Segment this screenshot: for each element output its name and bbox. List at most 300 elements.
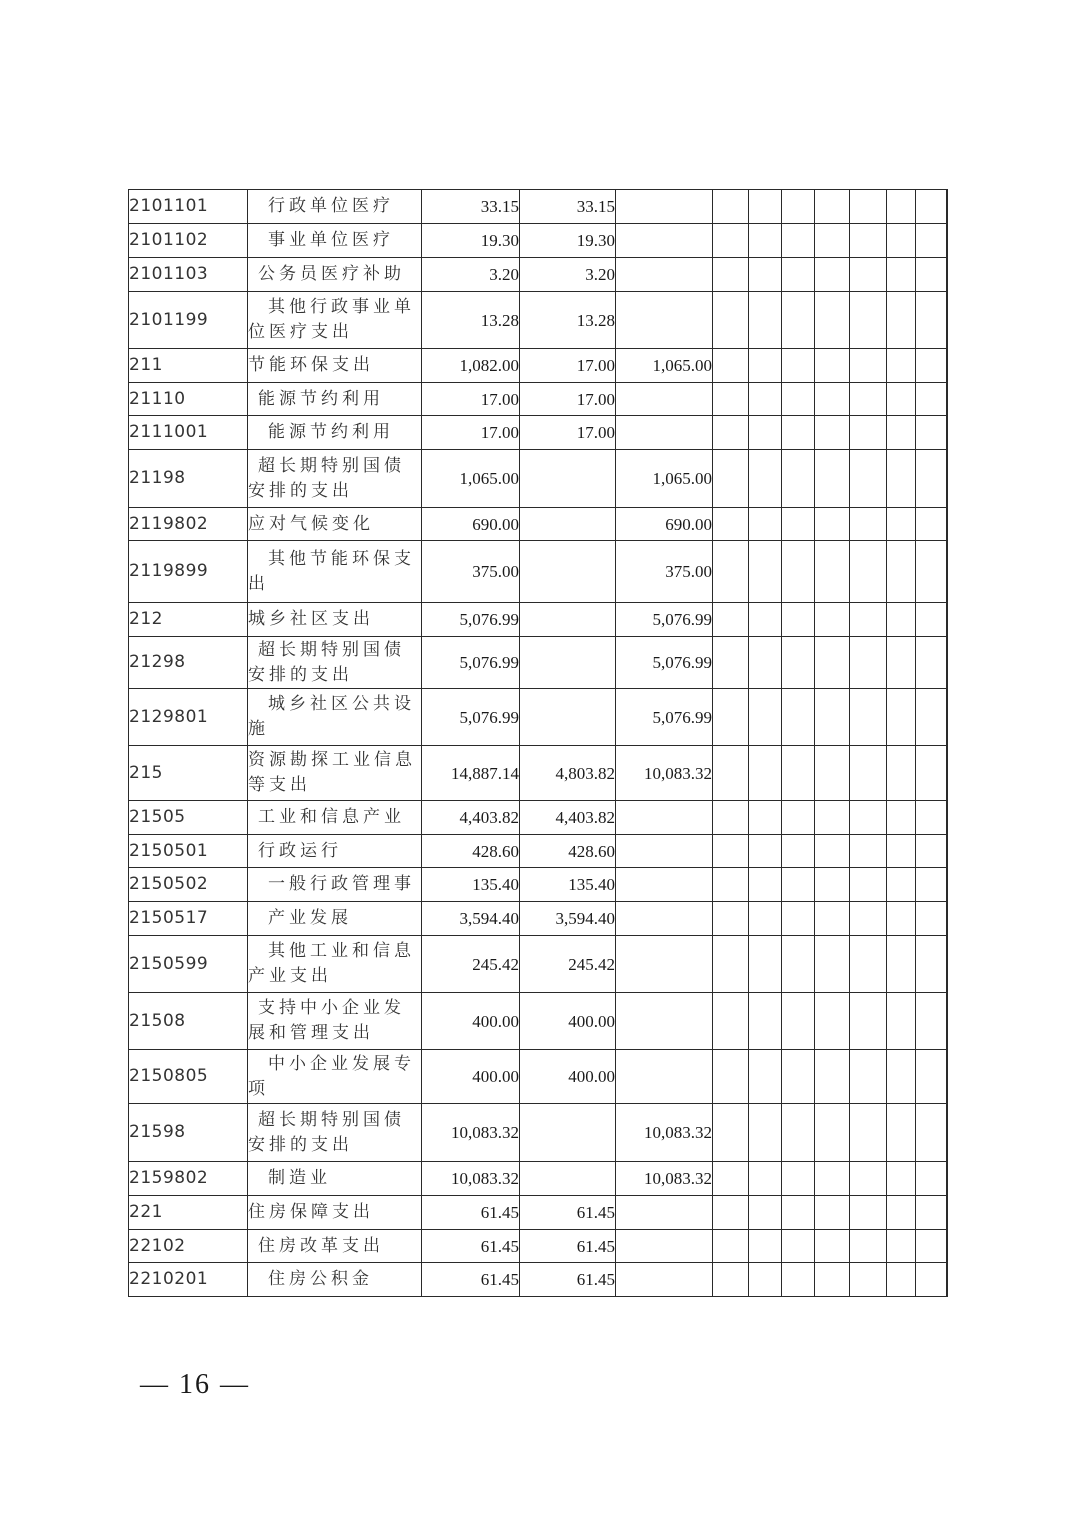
empty-cell <box>947 1162 948 1196</box>
empty-cell <box>749 603 782 637</box>
empty-cell <box>947 190 948 224</box>
empty-cell <box>782 603 815 637</box>
subject-name <box>248 902 422 936</box>
empty-cell <box>850 224 887 258</box>
empty-cell <box>815 835 850 868</box>
subject-code: 21598 <box>129 1104 248 1162</box>
empty-cell <box>947 746 948 801</box>
subject-name <box>248 603 422 637</box>
empty-cell <box>916 1162 947 1196</box>
project-expenditure <box>616 1050 713 1104</box>
empty-cell <box>815 746 850 801</box>
empty-cell <box>916 541 947 603</box>
subject-name <box>248 416 422 450</box>
empty-cell <box>713 902 749 936</box>
empty-cell <box>749 637 782 689</box>
empty-cell <box>713 1050 749 1104</box>
empty-cell <box>815 292 850 349</box>
project-expenditure: 375.00 <box>616 541 713 603</box>
empty-cell <box>916 349 947 383</box>
total-amount: 17.00 <box>422 383 520 416</box>
subject-code: 215 <box>129 746 248 801</box>
table-row <box>129 292 948 349</box>
subject-name-text: 事业单位医疗 <box>268 230 394 250</box>
empty-cell <box>887 902 916 936</box>
empty-cell <box>887 383 916 416</box>
project-expenditure <box>616 801 713 835</box>
basic-expenditure <box>520 689 616 746</box>
total-amount: 61.45 <box>422 1263 520 1297</box>
table-row <box>129 993 948 1050</box>
empty-cell <box>713 416 749 450</box>
empty-cell <box>749 383 782 416</box>
subject-code: 2150599 <box>129 936 248 993</box>
project-expenditure: 690.00 <box>616 508 713 541</box>
subject-name-text: 制造业 <box>268 1168 331 1188</box>
subject-name <box>248 450 422 508</box>
empty-cell <box>713 383 749 416</box>
empty-cell <box>916 689 947 746</box>
total-amount: 4,403.82 <box>422 801 520 835</box>
basic-expenditure: 17.00 <box>520 416 616 450</box>
empty-cell <box>782 190 815 224</box>
empty-cell <box>916 1230 947 1263</box>
empty-cell <box>749 416 782 450</box>
empty-cell <box>782 801 815 835</box>
empty-cell <box>749 1104 782 1162</box>
empty-cell <box>916 416 947 450</box>
empty-cell <box>749 349 782 383</box>
empty-cell <box>815 416 850 450</box>
subject-code: 2101199 <box>129 292 248 349</box>
empty-cell <box>850 258 887 292</box>
empty-cell <box>916 292 947 349</box>
empty-cell <box>887 993 916 1050</box>
subject-name <box>248 508 422 541</box>
empty-cell <box>947 801 948 835</box>
table-row <box>129 1050 948 1104</box>
empty-cell <box>749 1263 782 1297</box>
table-body <box>129 190 948 1297</box>
empty-cell <box>947 541 948 603</box>
table-row <box>129 416 948 450</box>
empty-cell <box>850 349 887 383</box>
basic-expenditure <box>520 450 616 508</box>
empty-cell <box>887 1162 916 1196</box>
subject-name <box>248 689 422 746</box>
empty-cell <box>713 603 749 637</box>
project-expenditure <box>616 258 713 292</box>
empty-cell <box>947 349 948 383</box>
empty-cell <box>815 1050 850 1104</box>
table-row <box>129 835 948 868</box>
empty-cell <box>850 868 887 902</box>
empty-cell <box>850 1263 887 1297</box>
project-expenditure: 5,076.99 <box>616 689 713 746</box>
total-amount: 690.00 <box>422 508 520 541</box>
project-expenditure: 1,065.00 <box>616 349 713 383</box>
empty-cell <box>887 801 916 835</box>
empty-cell <box>916 637 947 689</box>
empty-cell <box>947 689 948 746</box>
empty-cell <box>713 450 749 508</box>
project-expenditure <box>616 902 713 936</box>
empty-cell <box>713 349 749 383</box>
empty-cell <box>749 746 782 801</box>
empty-cell <box>782 902 815 936</box>
subject-code: 21298 <box>129 637 248 689</box>
empty-cell <box>782 1230 815 1263</box>
empty-cell <box>850 1162 887 1196</box>
project-expenditure: 10,083.32 <box>616 746 713 801</box>
subject-name-text: 应对气候变化 <box>248 513 374 534</box>
subject-name-text: 行政运行 <box>258 840 342 861</box>
empty-cell <box>887 508 916 541</box>
empty-cell <box>749 292 782 349</box>
empty-cell <box>850 801 887 835</box>
empty-cell <box>713 508 749 541</box>
empty-cell <box>815 450 850 508</box>
empty-cell <box>749 258 782 292</box>
subject-name-text: 城乡社区支出 <box>248 609 374 629</box>
empty-cell <box>749 224 782 258</box>
empty-cell <box>782 689 815 746</box>
empty-cell <box>947 1263 948 1297</box>
subject-code: 21508 <box>129 993 248 1050</box>
empty-cell <box>815 603 850 637</box>
subject-code: 2101102 <box>129 224 248 258</box>
empty-cell <box>916 383 947 416</box>
empty-cell <box>713 1263 749 1297</box>
empty-cell <box>749 1050 782 1104</box>
basic-expenditure: 61.45 <box>520 1263 616 1297</box>
project-expenditure <box>616 416 713 450</box>
project-expenditure: 1,065.00 <box>616 450 713 508</box>
empty-cell <box>887 349 916 383</box>
subject-code: 221 <box>129 1196 248 1230</box>
empty-cell <box>850 936 887 993</box>
subject-name <box>248 224 422 258</box>
empty-cell <box>713 689 749 746</box>
empty-cell <box>887 1196 916 1230</box>
empty-cell <box>916 1263 947 1297</box>
subject-code: 2150501 <box>129 835 248 868</box>
empty-cell <box>782 508 815 541</box>
basic-expenditure: 428.60 <box>520 835 616 868</box>
subject-code: 21505 <box>129 801 248 835</box>
empty-cell <box>850 541 887 603</box>
empty-cell <box>947 1104 948 1162</box>
empty-cell <box>850 450 887 508</box>
empty-cell <box>887 1104 916 1162</box>
basic-expenditure <box>520 603 616 637</box>
total-amount: 400.00 <box>422 1050 520 1104</box>
empty-cell <box>887 868 916 902</box>
empty-cell <box>916 190 947 224</box>
empty-cell <box>749 902 782 936</box>
empty-cell <box>782 292 815 349</box>
subject-name <box>248 936 422 993</box>
empty-cell <box>947 637 948 689</box>
basic-expenditure: 61.45 <box>520 1196 616 1230</box>
total-amount: 5,076.99 <box>422 603 520 637</box>
empty-cell <box>815 224 850 258</box>
empty-cell <box>916 902 947 936</box>
subject-name-text: 一般行政管理事 <box>268 874 415 894</box>
table-row <box>129 1162 948 1196</box>
empty-cell <box>782 1196 815 1230</box>
empty-cell <box>815 190 850 224</box>
empty-cell <box>713 190 749 224</box>
empty-cell <box>887 1263 916 1297</box>
basic-expenditure: 4,803.82 <box>520 746 616 801</box>
basic-expenditure: 13.28 <box>520 292 616 349</box>
empty-cell <box>815 689 850 746</box>
empty-cell <box>850 689 887 746</box>
subject-name-text: 其他工业和信息产业支出 <box>248 941 415 986</box>
basic-expenditure: 135.40 <box>520 868 616 902</box>
table-row <box>129 801 948 835</box>
empty-cell <box>749 868 782 902</box>
total-amount: 3.20 <box>422 258 520 292</box>
subject-code: 2129801 <box>129 689 248 746</box>
subject-code: 2101103 <box>129 258 248 292</box>
subject-name <box>248 1230 422 1263</box>
basic-expenditure: 33.15 <box>520 190 616 224</box>
subject-code: 2111001 <box>129 416 248 450</box>
table-row <box>129 224 948 258</box>
project-expenditure <box>616 936 713 993</box>
empty-cell <box>887 541 916 603</box>
empty-cell <box>850 190 887 224</box>
empty-cell <box>782 258 815 292</box>
empty-cell <box>713 258 749 292</box>
empty-cell <box>815 349 850 383</box>
subject-code: 21110 <box>129 383 248 416</box>
empty-cell <box>815 868 850 902</box>
empty-cell <box>916 258 947 292</box>
empty-cell <box>850 1050 887 1104</box>
project-expenditure <box>616 1230 713 1263</box>
basic-expenditure: 245.42 <box>520 936 616 993</box>
subject-name <box>248 190 422 224</box>
empty-cell <box>887 224 916 258</box>
total-amount: 5,076.99 <box>422 637 520 689</box>
subject-name <box>248 868 422 902</box>
subject-name-text: 城乡社区公共设施 <box>248 694 415 739</box>
empty-cell <box>947 1196 948 1230</box>
basic-expenditure: 3,594.40 <box>520 902 616 936</box>
basic-expenditure <box>520 541 616 603</box>
empty-cell <box>947 835 948 868</box>
empty-cell <box>947 224 948 258</box>
empty-cell <box>947 1050 948 1104</box>
table-row <box>129 190 948 224</box>
empty-cell <box>815 801 850 835</box>
subject-name-text: 行政单位医疗 <box>268 196 394 216</box>
empty-cell <box>887 190 916 224</box>
subject-name-text: 产业发展 <box>268 908 352 928</box>
basic-expenditure: 61.45 <box>520 1230 616 1263</box>
empty-cell <box>782 1104 815 1162</box>
basic-expenditure: 4,403.82 <box>520 801 616 835</box>
project-expenditure: 10,083.32 <box>616 1162 713 1196</box>
table-row <box>129 1196 948 1230</box>
empty-cell <box>749 1230 782 1263</box>
total-amount: 1,082.00 <box>422 349 520 383</box>
basic-expenditure <box>520 1162 616 1196</box>
project-expenditure <box>616 868 713 902</box>
subject-code: 21198 <box>129 450 248 508</box>
total-amount: 10,083.32 <box>422 1104 520 1162</box>
basic-expenditure: 17.00 <box>520 383 616 416</box>
total-amount: 17.00 <box>422 416 520 450</box>
empty-cell <box>887 450 916 508</box>
total-amount: 13.28 <box>422 292 520 349</box>
subject-code: 2150517 <box>129 902 248 936</box>
project-expenditure <box>616 1263 713 1297</box>
empty-cell <box>749 1196 782 1230</box>
project-expenditure <box>616 224 713 258</box>
empty-cell <box>713 746 749 801</box>
empty-cell <box>815 993 850 1050</box>
empty-cell <box>749 936 782 993</box>
table-row <box>129 383 948 416</box>
empty-cell <box>782 746 815 801</box>
subject-code: 211 <box>129 349 248 383</box>
project-expenditure <box>616 835 713 868</box>
empty-cell <box>850 416 887 450</box>
subject-name <box>248 292 422 349</box>
total-amount: 375.00 <box>422 541 520 603</box>
subject-code: 2159802 <box>129 1162 248 1196</box>
empty-cell <box>713 1104 749 1162</box>
project-expenditure <box>616 292 713 349</box>
empty-cell <box>947 603 948 637</box>
empty-cell <box>916 801 947 835</box>
empty-cell <box>947 292 948 349</box>
empty-cell <box>916 1050 947 1104</box>
empty-cell <box>782 224 815 258</box>
basic-expenditure: 400.00 <box>520 993 616 1050</box>
empty-cell <box>782 637 815 689</box>
empty-cell <box>887 835 916 868</box>
empty-cell <box>782 1263 815 1297</box>
empty-cell <box>815 258 850 292</box>
total-amount: 19.30 <box>422 224 520 258</box>
table-row <box>129 349 948 383</box>
empty-cell <box>749 450 782 508</box>
empty-cell <box>713 936 749 993</box>
basic-expenditure <box>520 1104 616 1162</box>
empty-cell <box>887 1050 916 1104</box>
table-row <box>129 689 948 746</box>
table-row <box>129 637 948 689</box>
subject-name <box>248 746 422 801</box>
empty-cell <box>815 508 850 541</box>
empty-cell <box>713 835 749 868</box>
basic-expenditure: 19.30 <box>520 224 616 258</box>
basic-expenditure: 3.20 <box>520 258 616 292</box>
subject-name <box>248 1263 422 1297</box>
empty-cell <box>782 1162 815 1196</box>
subject-name <box>248 1196 422 1230</box>
empty-cell <box>749 541 782 603</box>
empty-cell <box>887 292 916 349</box>
total-amount: 428.60 <box>422 835 520 868</box>
subject-name <box>248 1162 422 1196</box>
empty-cell <box>850 603 887 637</box>
empty-cell <box>713 993 749 1050</box>
empty-cell <box>947 902 948 936</box>
empty-cell <box>815 902 850 936</box>
subject-name <box>248 383 422 416</box>
total-amount: 135.40 <box>422 868 520 902</box>
empty-cell <box>947 383 948 416</box>
subject-code: 2150502 <box>129 868 248 902</box>
page-number: — 16 — <box>140 1369 250 1400</box>
table-row <box>129 508 948 541</box>
subject-name <box>248 801 422 835</box>
table-row <box>129 868 948 902</box>
total-amount: 5,076.99 <box>422 689 520 746</box>
empty-cell <box>713 224 749 258</box>
empty-cell <box>887 637 916 689</box>
basic-expenditure: 17.00 <box>520 349 616 383</box>
empty-cell <box>749 689 782 746</box>
subject-name <box>248 1050 422 1104</box>
subject-code: 2210201 <box>129 1263 248 1297</box>
empty-cell <box>815 1104 850 1162</box>
empty-cell <box>850 1104 887 1162</box>
empty-cell <box>713 868 749 902</box>
empty-cell <box>782 349 815 383</box>
subject-name-text: 节能环保支出 <box>248 355 374 375</box>
empty-cell <box>947 868 948 902</box>
empty-cell <box>887 258 916 292</box>
subject-code: 212 <box>129 603 248 637</box>
empty-cell <box>887 416 916 450</box>
total-amount: 14,887.14 <box>422 746 520 801</box>
empty-cell <box>815 1230 850 1263</box>
empty-cell <box>815 936 850 993</box>
empty-cell <box>916 746 947 801</box>
budget-table <box>128 189 948 1297</box>
empty-cell <box>850 637 887 689</box>
table-row <box>129 746 948 801</box>
basic-expenditure <box>520 508 616 541</box>
empty-cell <box>713 1196 749 1230</box>
empty-cell <box>887 689 916 746</box>
empty-cell <box>887 746 916 801</box>
subject-name <box>248 1104 422 1162</box>
subject-name-text: 超长期特别国债安排的支出 <box>248 1109 405 1155</box>
subject-code: 2119802 <box>129 508 248 541</box>
table-row <box>129 541 948 603</box>
subject-name <box>248 258 422 292</box>
project-expenditure <box>616 1196 713 1230</box>
basic-expenditure <box>520 637 616 689</box>
empty-cell <box>815 1263 850 1297</box>
empty-cell <box>947 258 948 292</box>
total-amount: 10,083.32 <box>422 1162 520 1196</box>
empty-cell <box>815 637 850 689</box>
empty-cell <box>887 603 916 637</box>
subject-code: 2150805 <box>129 1050 248 1104</box>
subject-name-text: 工业和信息产业 <box>258 807 405 827</box>
empty-cell <box>815 1162 850 1196</box>
empty-cell <box>749 801 782 835</box>
